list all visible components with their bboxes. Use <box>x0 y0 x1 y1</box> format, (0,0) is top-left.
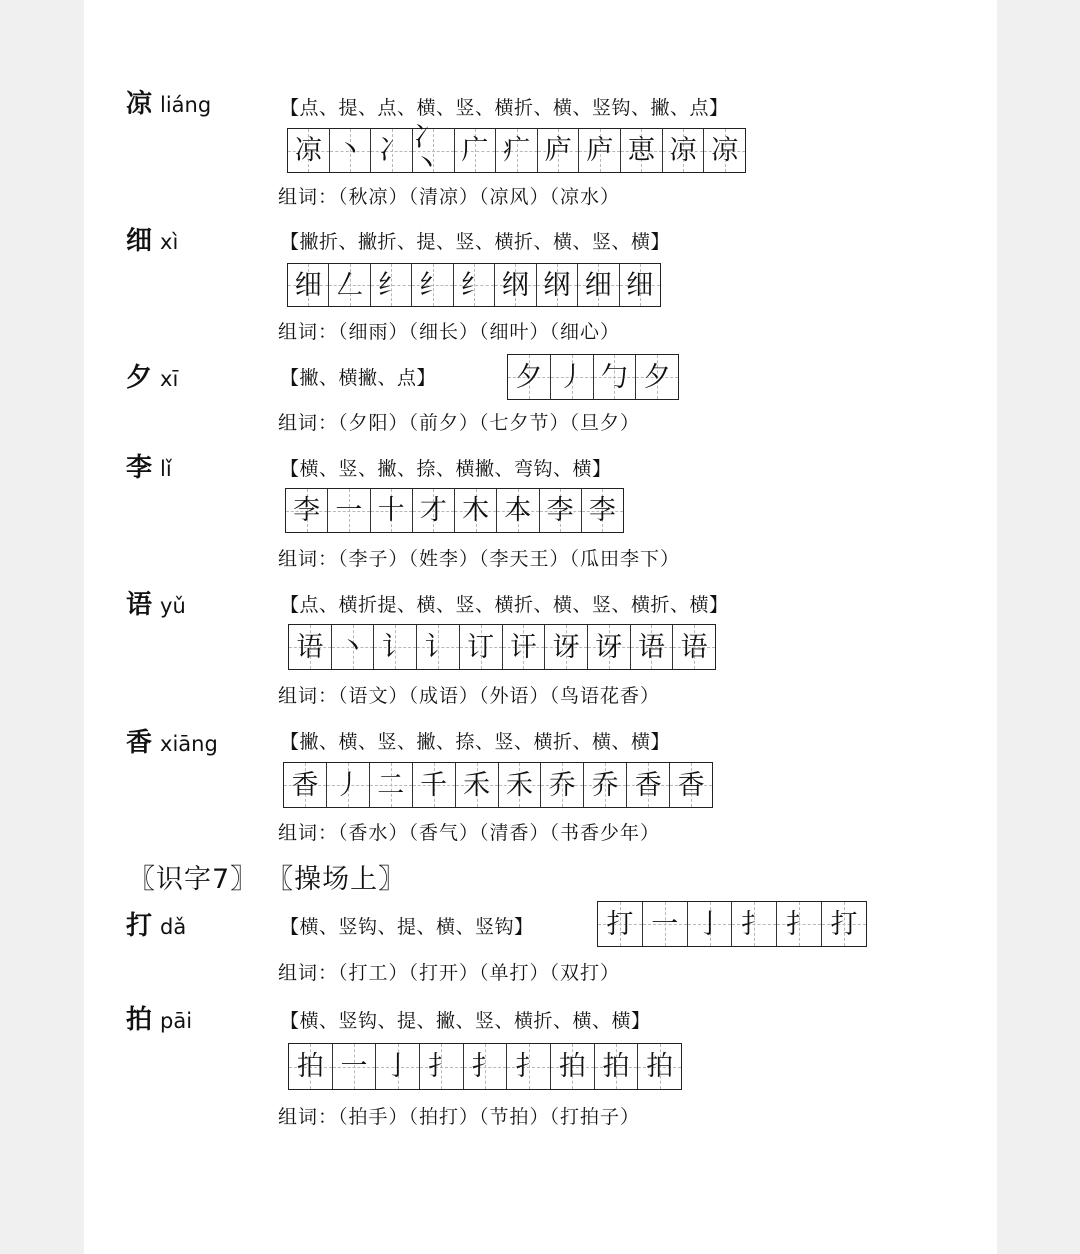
grid-cell: 夕 <box>508 355 551 399</box>
stroke-grid <box>283 762 713 808</box>
entry-char: 香 <box>126 728 153 758</box>
grid-cell: 香 <box>284 763 327 807</box>
stroke-order-text: 【横、竖钩、提、撇、竖、横折、横、横】 <box>280 1010 651 1032</box>
grid-cell: 疒 <box>496 129 538 172</box>
word-combinations <box>278 1104 640 1130</box>
grid-cell: 才 <box>413 489 455 532</box>
words-list: （语文）（成语）（外语）（鸟语花香） <box>338 685 661 707</box>
grid-cell: 纟 <box>371 264 412 306</box>
grid-cell: 拍 <box>638 1044 681 1089</box>
grid-cell: 细 <box>620 264 660 306</box>
entry-heading <box>126 1005 192 1036</box>
grid-cell: 语 <box>673 625 715 669</box>
grid-cell: 扌 <box>732 902 777 946</box>
grid-cell: 一 <box>333 1044 377 1089</box>
word-combinations <box>278 546 680 572</box>
word-combinations <box>278 319 620 345</box>
grid-cell: 香 <box>670 763 712 807</box>
stroke-order-text: 【点、横折提、横、竖、横折、横、竖、横折、横】 <box>280 594 729 616</box>
stroke-grid <box>288 1043 682 1090</box>
word-combinations <box>278 410 640 436</box>
word-combinations <box>278 184 620 210</box>
words-list: （秋凉）（清凉）（凉风）（凉水） <box>338 186 621 208</box>
grid-cell: 禾 <box>499 763 542 807</box>
entry-heading <box>126 363 178 394</box>
grid-cell: 冫 <box>371 129 413 172</box>
words-list: （打工）（打开）（单打）（双打） <box>338 962 621 984</box>
entry-char: 凉 <box>126 89 153 119</box>
grid-cell: 细 <box>578 264 619 306</box>
grid-cell: 一 <box>643 902 688 946</box>
stroke-order-text: 【撇折、撇折、提、竖、横折、横、竖、横】 <box>280 231 671 253</box>
grid-cell: 丶 <box>330 129 372 172</box>
grid-cell: 丿 <box>551 355 594 399</box>
grid-cell: 语 <box>289 625 332 669</box>
grid-cell: 凉 <box>663 129 705 172</box>
entry-pinyin: xiāng <box>160 732 218 756</box>
grid-cell: 扌 <box>420 1044 464 1089</box>
grid-cell: 纟 <box>412 264 453 306</box>
grid-cell: 讠 <box>417 625 460 669</box>
grid-cell: 庐 <box>538 129 580 172</box>
words-label: 组词： <box>278 186 339 208</box>
grid-cell: 千 <box>413 763 456 807</box>
grid-cell: 广 <box>455 129 497 172</box>
grid-cell: 语 <box>631 625 674 669</box>
grid-cell: 讶 <box>545 625 588 669</box>
lesson-label: 〖识字7〗 <box>128 864 259 895</box>
stroke-grid <box>287 263 661 307</box>
grid-cell: 一 <box>328 489 370 532</box>
entry-heading <box>126 226 178 257</box>
words-list: （香水）（香气）（清香）（书香少年） <box>338 822 661 844</box>
words-label: 组词： <box>278 1106 339 1128</box>
words-label: 组词： <box>278 412 339 434</box>
grid-cell: 木 <box>455 489 497 532</box>
entry-pinyin: liáng <box>160 93 212 117</box>
entry-pinyin: xì <box>160 230 179 254</box>
grid-cell: 禾 <box>456 763 499 807</box>
grid-cell: 讶 <box>588 625 631 669</box>
grid-cell: 订 <box>460 625 503 669</box>
grid-cell: 扌 <box>507 1044 551 1089</box>
words-list: （李子）（姓李）（李天王）（瓜田李下） <box>338 548 681 570</box>
grid-cell: 亅 <box>688 902 733 946</box>
words-list: （细雨）（细长）（细叶）（细心） <box>338 321 621 343</box>
grid-cell: 扌 <box>464 1044 508 1089</box>
grid-cell: 凉 <box>288 129 330 172</box>
words-list: （拍手）（拍打）（节拍）（打拍子） <box>338 1106 641 1128</box>
word-combinations <box>278 820 660 846</box>
grid-cell: 打 <box>822 902 866 946</box>
grid-cell: 打 <box>598 902 643 946</box>
stroke-grid <box>287 121 746 180</box>
grid-cell: 夕 <box>636 355 678 399</box>
stroke-grid <box>285 488 624 533</box>
grid-cell: 𠅤 <box>621 129 663 172</box>
entry-heading <box>126 89 211 120</box>
grid-cell: 二 <box>370 763 413 807</box>
entry-heading <box>126 728 218 759</box>
grid-cell: 庐 <box>579 129 621 172</box>
stroke-grid <box>288 624 716 670</box>
lesson-title: 〖操场上〗 <box>266 864 407 895</box>
entry-char: 打 <box>126 911 153 941</box>
grid-cell: 勹 <box>594 355 637 399</box>
grid-cell: 李 <box>286 489 328 532</box>
entry-pinyin: yǔ <box>160 594 186 618</box>
grid-cell: 香 <box>627 763 670 807</box>
grid-cell: 亅 <box>376 1044 420 1089</box>
entry-char: 李 <box>126 453 153 483</box>
entry-pinyin: pāi <box>160 1009 193 1033</box>
word-combinations <box>278 683 660 709</box>
entry-char: 夕 <box>126 363 153 393</box>
entry-pinyin: xī <box>160 367 179 391</box>
grid-cell: 纲 <box>495 264 536 306</box>
words-label: 组词： <box>278 321 339 343</box>
grid-cell: 拍 <box>595 1044 639 1089</box>
entry-char: 拍 <box>126 1005 153 1035</box>
stroke-grid <box>597 901 867 947</box>
stroke-order-text: 【横、竖钩、提、横、竖钩】 <box>280 916 534 938</box>
stroke-order-text: 【点、提、点、横、竖、横折、横、竖钩、撇、点】 <box>280 97 729 119</box>
grid-cell: 纟 <box>454 264 495 306</box>
grid-cell: 乔 <box>541 763 584 807</box>
entry-char: 语 <box>126 590 153 620</box>
grid-cell: 拍 <box>289 1044 333 1089</box>
grid-cell: 十 <box>371 489 413 532</box>
entry-pinyin: lǐ <box>160 457 172 481</box>
entry-heading <box>126 590 186 621</box>
word-combinations <box>278 960 620 986</box>
grid-cell: 丿 <box>327 763 370 807</box>
grid-cell: 拍 <box>551 1044 595 1089</box>
grid-cell: 本 <box>497 489 539 532</box>
stroke-order-text: 【撇、横、竖、撇、捺、竖、横折、横、横】 <box>280 731 671 753</box>
words-label: 组词： <box>278 548 339 570</box>
words-label: 组词： <box>278 685 339 707</box>
lesson-heading <box>128 863 406 897</box>
grid-cell: 李 <box>540 489 582 532</box>
entry-heading <box>126 911 186 942</box>
grid-cell: 丶 <box>332 625 375 669</box>
grid-cell: 李 <box>582 489 623 532</box>
words-list: （夕阳）（前夕）（七夕节）（旦夕） <box>338 412 641 434</box>
words-label: 组词： <box>278 822 339 844</box>
stroke-grid <box>507 354 679 400</box>
grid-cell: 细 <box>288 264 329 306</box>
grid-cell: 扌 <box>777 902 822 946</box>
grid-cell: 凉 <box>704 129 745 172</box>
entry-char: 细 <box>126 226 153 256</box>
grid-cell: 𠃋 <box>329 264 370 306</box>
words-label: 组词： <box>278 962 339 984</box>
entry-heading <box>126 453 172 484</box>
grid-cell: 乔 <box>584 763 627 807</box>
entry-pinyin: dǎ <box>160 915 187 939</box>
grid-cell: 纲 <box>537 264 578 306</box>
stroke-order-text: 【横、竖、撇、捺、横撇、弯钩、横】 <box>280 458 612 480</box>
grid-cell: 冫丶 <box>413 129 455 172</box>
grid-cell: 讠 <box>374 625 417 669</box>
stroke-order-text: 【撇、横撇、点】 <box>280 367 437 389</box>
grid-cell: 讦 <box>503 625 546 669</box>
